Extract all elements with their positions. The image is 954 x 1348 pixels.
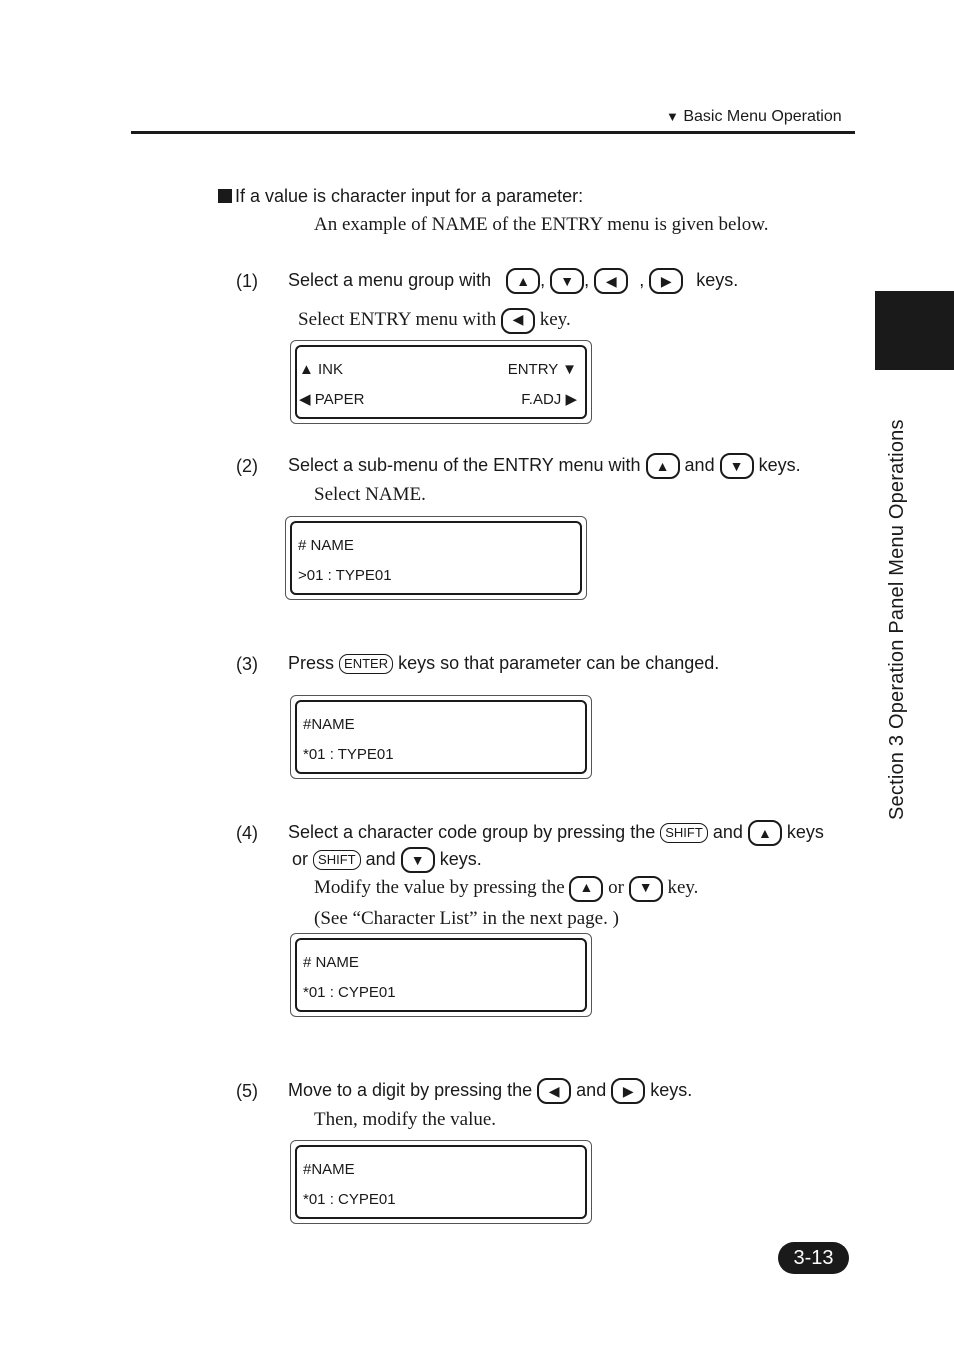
left-arrow-key-icon: ◀ [594, 268, 628, 294]
step-3-number: (3) [236, 654, 258, 674]
intro-subtext: An example of NAME of the ENTRY menu is given below. [314, 214, 769, 235]
down-arrow-key-icon: ▼ [550, 268, 584, 294]
shift-key-icon: SHIFT [313, 850, 361, 870]
up-arrow-key-icon: ▲ [646, 453, 680, 479]
up-arrow-key-icon: ▲ [506, 268, 540, 294]
step-5-text: Move to a digit by pressing the ◀ and ▶ keys. [288, 1075, 692, 1105]
section-title: Section 3 Operation Panel Menu Operations [886, 419, 908, 820]
step-4-number: (4) [236, 823, 258, 843]
lcd-line-1-right: ENTRY ▼ [507, 361, 577, 378]
step-1-text: Select a menu group with ▲ , ▼ , ◀ , ▶ keys. [288, 265, 738, 295]
step-4-note: Modify the value by pressing the ▲ or ▼ key. [314, 873, 698, 903]
step-4-note-ref: (See “Character List” in the next page. ) [314, 908, 619, 929]
lcd-display-4 [290, 933, 592, 1017]
lcd-screen [295, 938, 587, 1012]
lcd-line-1: # NAME [303, 954, 359, 971]
square-bullet-icon [218, 189, 232, 203]
step-1-note: Select ENTRY menu with ◀ key. [298, 305, 571, 335]
down-arrow-key-icon: ▼ [720, 453, 754, 479]
step-2-note: Select NAME. [314, 484, 426, 505]
lcd-line-2: >01 : TYPE01 [298, 567, 392, 584]
down-arrow-key-icon: ▼ [401, 847, 435, 873]
header-rule [131, 131, 855, 134]
running-header [666, 108, 842, 126]
lcd-line-2: *01 : CYPE01 [303, 1191, 396, 1208]
lcd-line-2-left: ◀ PAPER [299, 391, 365, 408]
header-marker: ▼ [666, 109, 679, 124]
lcd-screen [295, 700, 587, 774]
up-arrow-key-icon: ▲ [748, 820, 782, 846]
lcd-line-2: *01 : CYPE01 [303, 984, 396, 1001]
left-arrow-key-icon: ◀ [537, 1078, 571, 1104]
lcd-line-2: *01 : TYPE01 [303, 746, 394, 763]
intro-heading-text: If a value is character input for a parameter: [235, 186, 584, 206]
left-arrow-key-icon: ◀ [501, 308, 535, 334]
section-tab [875, 291, 954, 370]
page-number: 3-13 [778, 1242, 849, 1274]
step-2-text: Select a sub-menu of the ENTRY menu with ▲ and ▼ keys. [288, 450, 801, 480]
lcd-display-1 [290, 340, 592, 424]
step-5-number: (5) [236, 1081, 258, 1101]
enter-key-icon: ENTER [339, 654, 393, 674]
down-arrow-key-icon: ▼ [629, 876, 663, 902]
header-title: Basic Menu Operation [683, 108, 842, 125]
lcd-line-2-right: F.ADJ ▶ [521, 391, 577, 408]
intro-heading [218, 186, 583, 207]
step-1-label: Select a menu group with [288, 270, 492, 290]
shift-key-icon: SHIFT [660, 823, 708, 843]
step-4-text: Select a character code group by pressing the SHIFT and ▲ keys [288, 817, 824, 847]
lcd-line-1: #NAME [303, 716, 355, 733]
step-4-text-cont: or SHIFT and ▼ keys. [292, 844, 482, 874]
step-1-keys-suffix: keys. [696, 270, 739, 290]
lcd-display-2 [285, 516, 587, 600]
lcd-screen [295, 1145, 587, 1219]
lcd-line-1: #NAME [303, 1161, 355, 1178]
step-5-note: Then, modify the value. [314, 1109, 497, 1130]
lcd-screen [295, 345, 587, 419]
lcd-display-5 [290, 1140, 592, 1224]
step-1-number: (1) [236, 271, 258, 291]
step-3-text: Press ENTER keys so that parameter can be changed. [288, 653, 720, 673]
lcd-display-3 [290, 695, 592, 779]
up-arrow-key-icon: ▲ [569, 876, 603, 902]
right-arrow-key-icon: ▶ [611, 1078, 645, 1104]
lcd-line-1-left: ▲ INK [299, 361, 344, 378]
right-arrow-key-icon: ▶ [649, 268, 683, 294]
step-2-number: (2) [236, 456, 258, 476]
lcd-screen [290, 521, 582, 595]
lcd-line-1: # NAME [298, 537, 354, 554]
